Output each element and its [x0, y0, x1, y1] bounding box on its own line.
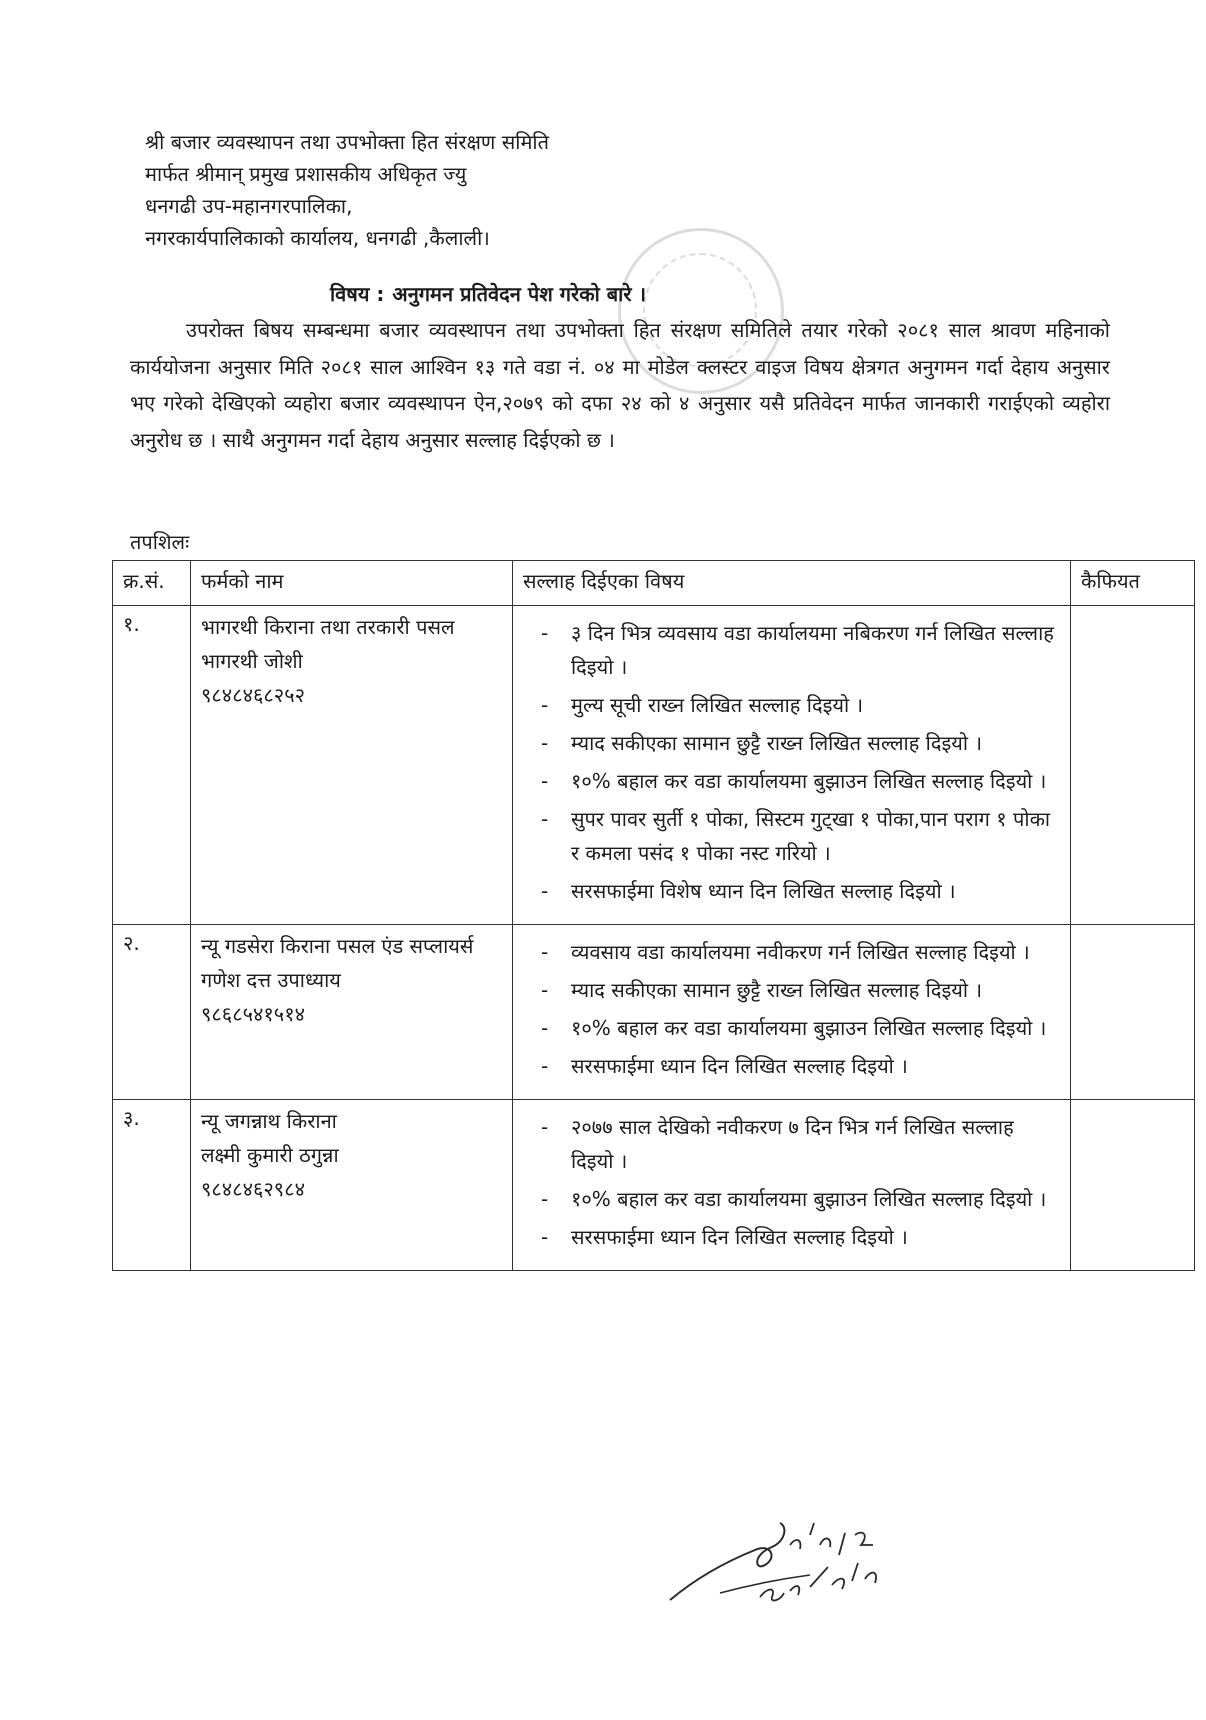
cell-serial: ३.	[113, 1100, 191, 1271]
cell-firm	[191, 925, 513, 1100]
header-remarks: कैफियत	[1071, 561, 1195, 606]
firm-phone: ९८४८४६८२५२	[201, 683, 305, 707]
firm-name: न्यू गडसेरा किराना पसल एंड सप्लायर्स	[201, 934, 474, 958]
cell-firm	[191, 1100, 513, 1271]
advice-item: - २०७७ साल देखिको नवीकरण ७ दिन भित्र गर्न लिखित सल्लाह दिइयो ।	[541, 1115, 1014, 1173]
advice-item: - म्याद सकीएका सामान छुट्टै राख्न लिखित सल्लाह दिइयो ।	[541, 731, 983, 755]
advice-item: - म्याद सकीएका सामान छुट्टै राख्न लिखित सल्लाह दिइयो ।	[541, 978, 983, 1002]
cell-advice	[513, 606, 1071, 925]
body-paragraph: उपरोक्त बिषय सम्बन्धमा बजार व्यवस्थापन तथा उपभोक्ता हित संरक्षण समितिले तयार गरेको २०८१ साल श्रावण महिनाको कार्ययोजना अनुसार मिति २०८१ साल आश्विन १३ गते वडा नं. ०४ मा मोडेल क्लस्टर वाइज विषय क्षेत्रगत अनुगमन गर्दा देहाय अनुसार भए गरेको देखिएको व्यहोरा बजार व्यवस्थापन ऐन,२०७९ को दफा २४ को ४ अनुसार यसै प्रतिवेदन मार्फत जानकारी गराईएको व्यहोरा अनुरोध छ । साथै अनुगमन गर्दा देहाय अनुसार सल्लाह दिईएको छ ।	[130, 318, 1110, 452]
advice-item: - सरसफाईमा ध्यान दिन लिखित सल्लाह दिइयो ।	[541, 1054, 908, 1078]
advice-item: - व्यवसाय वडा कार्यालयमा नवीकरण गर्न लिखित सल्लाह दिइयो ।	[541, 940, 1030, 964]
cell-remarks	[1071, 606, 1195, 925]
recipient-line-2: मार्फत श्रीमान् प्रमुख प्रशासकीय अधिकृत ज्यु	[145, 162, 467, 186]
advice-item: - सुपर पावर सुर्ती १ पोका, सिस्टम गुट्खा १ पोका,पान पराग १ पोका र कमला पसंद १ पोका नस्ट गरियो ।	[541, 807, 1051, 865]
table-header-row	[113, 561, 1195, 606]
firm-phone: ९८४८४६२९८४	[201, 1177, 305, 1201]
subject-label: विषय :	[330, 282, 385, 306]
cell-serial: २.	[113, 925, 191, 1100]
advice-item: - १०% बहाल कर वडा कार्यालयमा बुझाउन लिखित सल्लाह दिइयो ।	[541, 1016, 1047, 1040]
firm-name: भागरथी किराना तथा तरकारी पसल	[201, 615, 455, 639]
firm-phone: ९८६८५४१५१४	[201, 1002, 305, 1026]
table-row	[113, 606, 1195, 925]
cell-serial: १.	[113, 606, 191, 925]
advice-item: - १०% बहाल कर वडा कार्यालयमा बुझाउन लिखित सल्लाह दिइयो ।	[541, 769, 1047, 793]
cell-advice	[513, 1100, 1071, 1271]
cell-firm	[191, 606, 513, 925]
cell-advice	[513, 925, 1071, 1100]
details-label: तपशिलः	[130, 530, 190, 554]
advice-item: - मुल्य सूची राख्न लिखित सल्लाह दिइयो ।	[541, 693, 864, 717]
monitoring-table	[112, 560, 1195, 1271]
firm-owner: लक्ष्मी कुमारी ठगुन्ना	[201, 1143, 339, 1167]
table-row	[113, 925, 1195, 1100]
cell-remarks	[1071, 1100, 1195, 1271]
firm-name: न्यू जगन्नाथ किराना	[201, 1109, 337, 1133]
recipient-line-3: धनगढी उप-महानगरपालिका,	[145, 194, 353, 218]
letter-body	[130, 312, 1110, 458]
header-serial: क्र.सं.	[113, 561, 191, 606]
subject-line	[330, 280, 646, 307]
header-firm: फर्मको नाम	[191, 561, 513, 606]
table-row	[113, 1100, 1195, 1271]
firm-owner: भागरथी जोशी	[201, 649, 303, 673]
header-advice: सल्लाह दिईएका विषय	[513, 561, 1071, 606]
advice-item: - सरसफाईमा ध्यान दिन लिखित सल्लाह दिइयो ।	[541, 1225, 908, 1249]
recipient-line-4: नगरकार्यपालिकाको कार्यालय, धनगढी ,कैलाली।	[145, 226, 490, 250]
recipient-line-1: श्री बजार व्यवस्थापन तथा उपभोक्ता हित संरक्षण समिति	[145, 130, 549, 154]
firm-owner: गणेश दत्त उपाध्याय	[201, 968, 341, 992]
handwritten-signature	[660, 1505, 920, 1615]
cell-remarks	[1071, 925, 1195, 1100]
advice-item: - ३ दिन भित्र व्यवसाय वडा कार्यालयमा नबिकरण गर्न लिखित सल्लाह दिइयो ।	[541, 621, 1054, 679]
advice-item: - सरसफाईमा विशेष ध्यान दिन लिखित सल्लाह दिइयो ।	[541, 879, 956, 903]
subject-text: अनुगमन प्रतिवेदन पेश गरेको बारे ।	[392, 282, 647, 306]
advice-item: - १०% बहाल कर वडा कार्यालयमा बुझाउन लिखित सल्लाह दिइयो ।	[541, 1187, 1047, 1211]
